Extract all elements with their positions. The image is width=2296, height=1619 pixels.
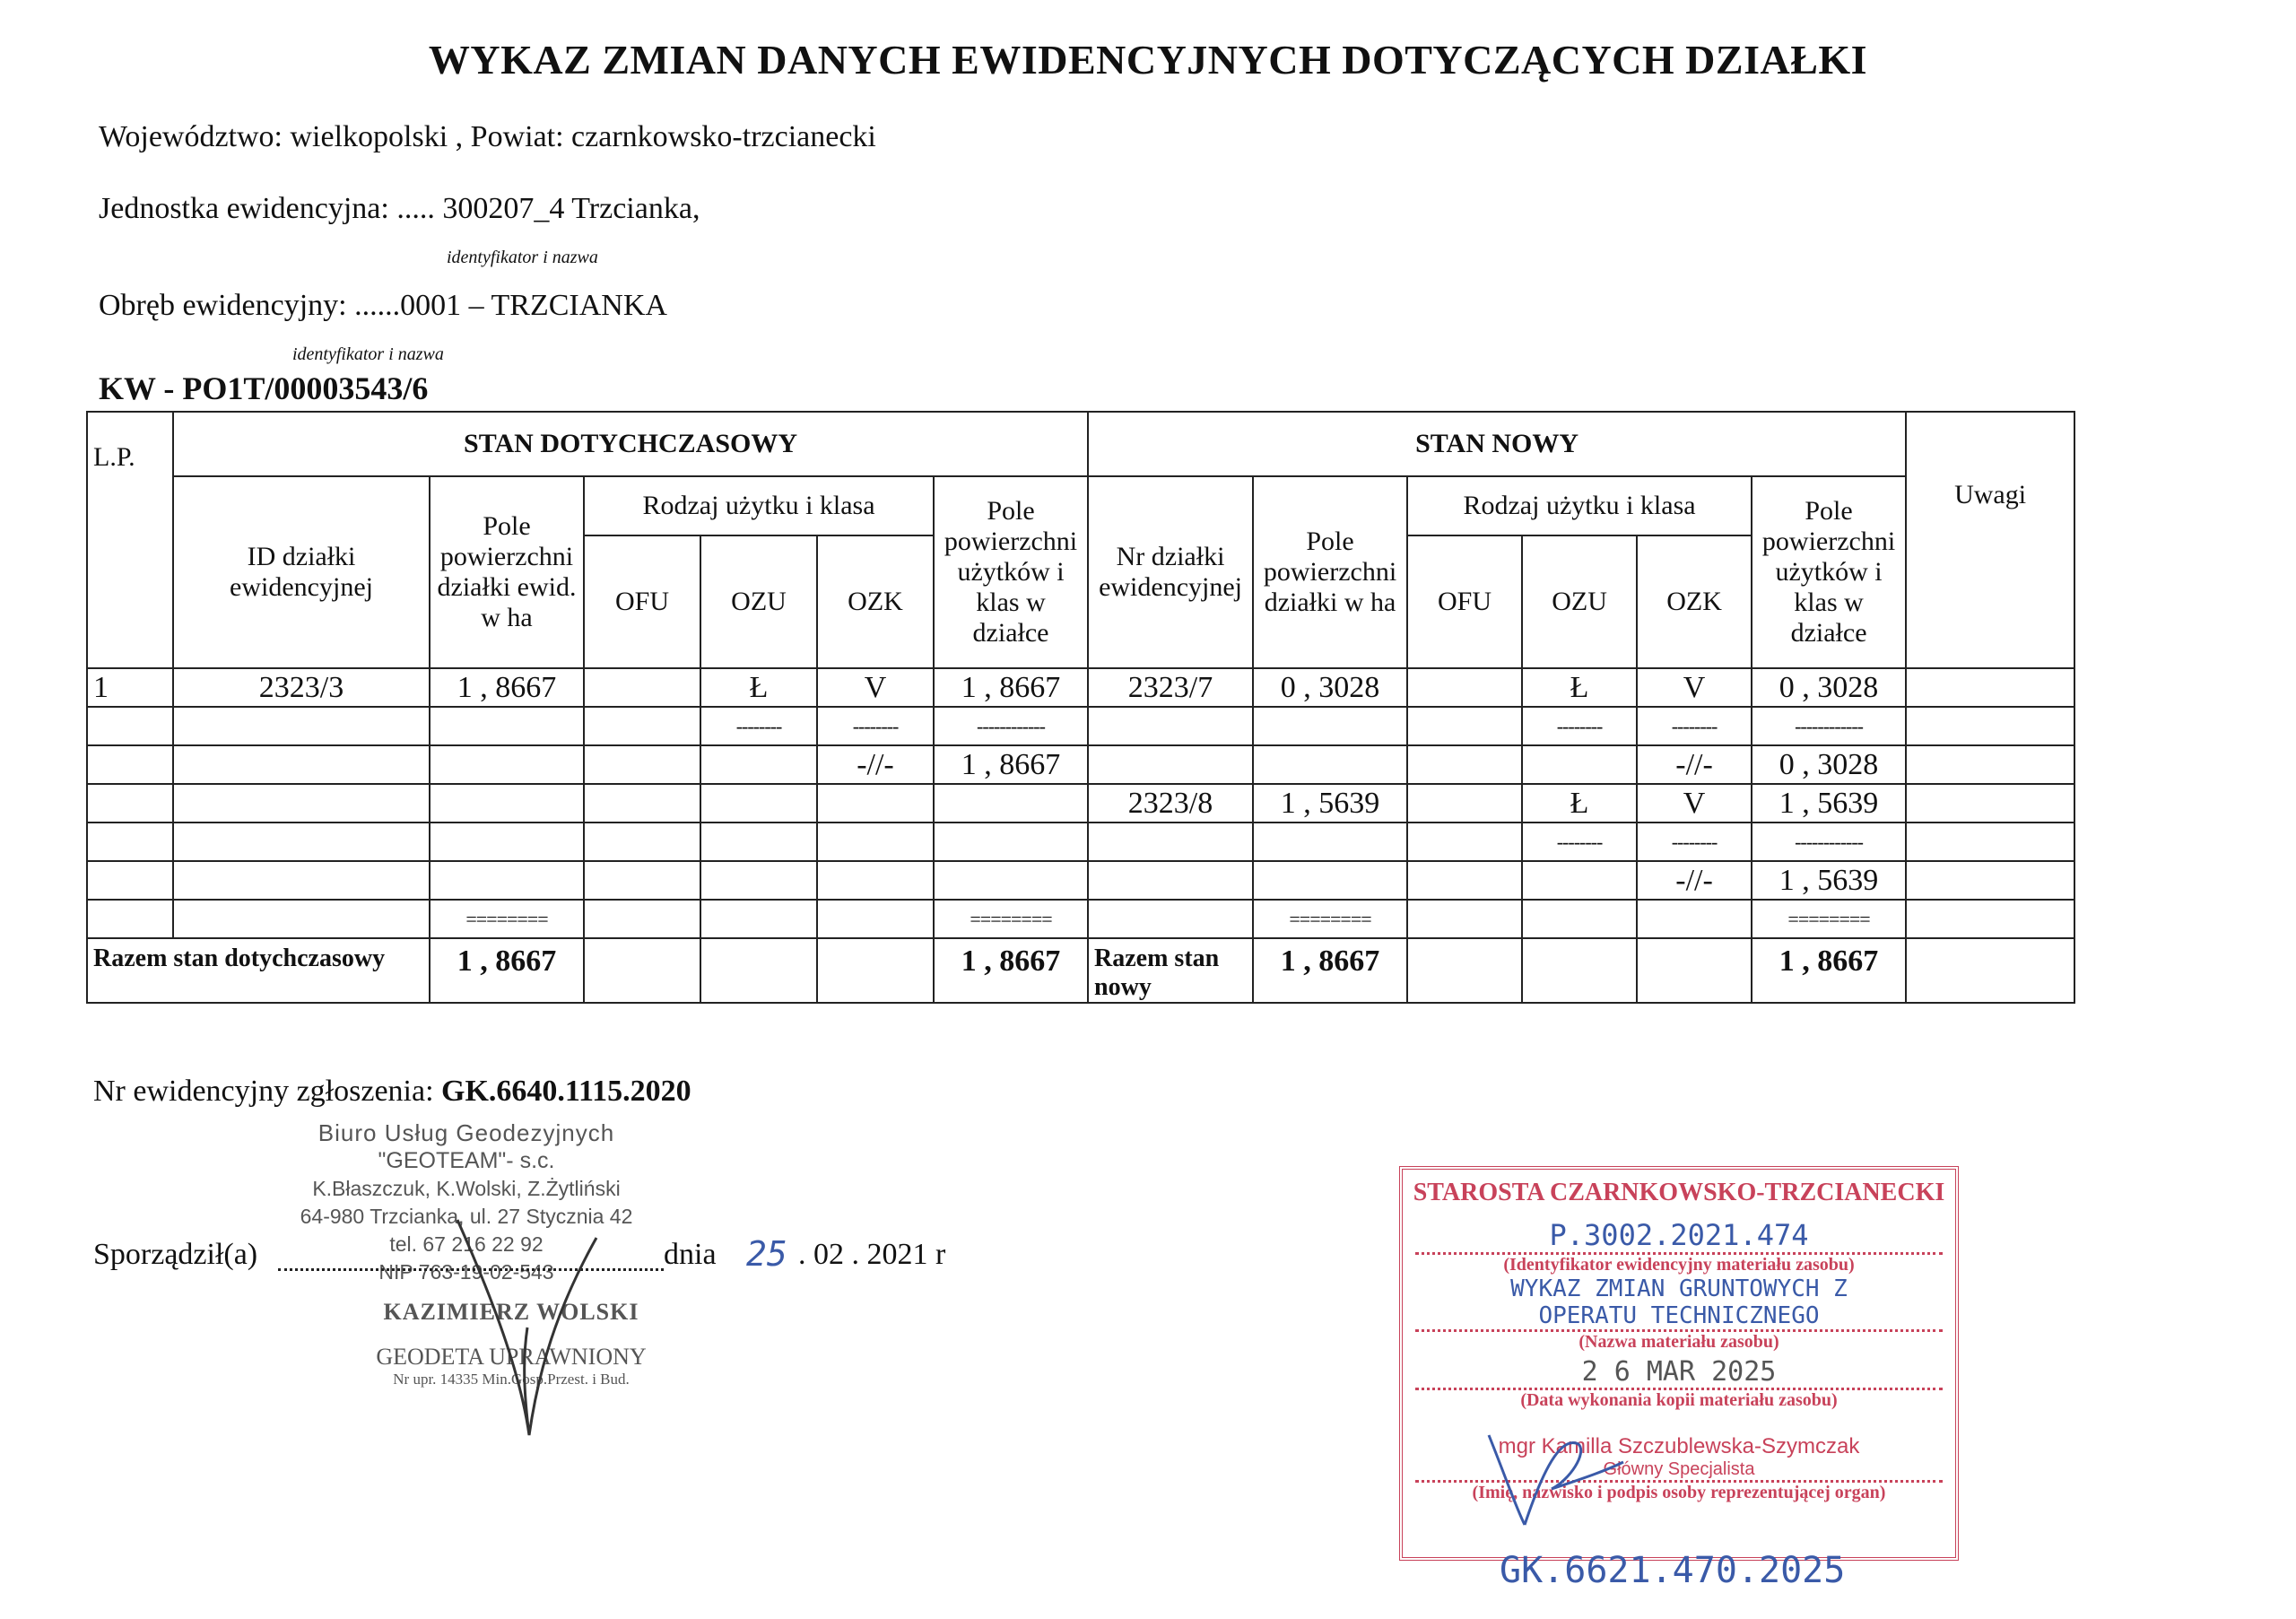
table-cell: V [1637,784,1752,823]
table-cell: -//- [1637,745,1752,784]
header-pole-dzialki-new: Pole powierzchni działki w ha [1253,476,1407,668]
table-cell: -------- [1522,707,1637,745]
table-cell [1906,823,2074,861]
table-cell [1088,707,1253,745]
surveyor-title: GEODETA UPRAWNIONY [376,1344,647,1370]
table-cell [1407,900,1522,938]
table-cell [87,707,173,745]
company-stamp-line2: "GEOTEAM"- s.c. [378,1148,555,1173]
date-rest: . 02 . 2021 r [798,1238,946,1271]
table-cell [87,823,173,861]
wojewodztwo-powiat: Województwo: wielkopolski , Powiat: czarnkowsko-trzcianecki [99,120,876,153]
table-cell: ======== [934,900,1088,938]
table-cell [584,900,700,938]
table-cell: ------------ [934,707,1088,745]
header-lp-spacer [87,476,173,668]
header-stan-nowy: STAN NOWY [1088,412,1906,476]
table-cell [1253,707,1407,745]
jednostka-hint: identyfikator i nazwa [447,248,598,267]
table-cell: 0 , 3028 [1253,668,1407,707]
table-row [87,900,2074,938]
nr-zgloszenia-value: GK.6640.1115.2020 [441,1075,691,1108]
table-cell [1088,900,1253,938]
table-cell [1906,745,2074,784]
company-stamp-line5: tel. 67 216 22 92 [389,1232,544,1256]
razem-old-ofu [584,938,700,1003]
table-cell [584,861,700,900]
official-stamp-person-role: Główny Specjalista [1603,1459,1755,1479]
table-cell: 0 , 3028 [1752,745,1906,784]
razem-old-uzytki: 1 , 8667 [934,938,1088,1003]
table-cell [584,745,700,784]
table-cell [1407,745,1522,784]
razem-new-ofu [1407,938,1522,1003]
table-row [87,707,2074,745]
table-cell [700,745,817,784]
table-cell [430,707,584,745]
dnia-label: dnia [664,1238,717,1271]
table-cell [1253,823,1407,861]
razem-new-ozk [1637,938,1752,1003]
table-cell [173,900,430,938]
table-row [87,668,2074,707]
table-cell [700,900,817,938]
official-stamp-id-caption: (Identyfikator ewidencyjny materiału zasobu) [1503,1255,1855,1275]
header-pole-uzytkow-new: Pole powierzchni użytków i klas w działce [1752,476,1906,668]
table-cell: 1 , 5639 [1752,861,1906,900]
table-cell: 2323/7 [1088,668,1253,707]
table-cell [430,784,584,823]
table-cell [817,861,934,900]
table-cell: ======== [1253,900,1407,938]
table-cell [173,861,430,900]
table-cell [87,900,173,938]
table-cell: 1 , 5639 [1253,784,1407,823]
official-stamp-header: STAROSTA CZARNKOWSKO-TRZCIANECKI [1413,1179,1945,1206]
header-nr-dzialki: Nr działki ewidencyjnej [1088,476,1253,668]
table-row [87,823,2074,861]
table-cell: -------- [817,707,934,745]
header-stan-dotychczasowy: STAN DOTYCHCZASOWY [173,412,1088,476]
header-id-dzialki: ID działki ewidencyjnej [173,476,430,668]
company-stamp-line6: NIP 763-19-02-543 [378,1260,554,1284]
header-ozk-new: OZK [1637,535,1752,668]
table-cell [1407,784,1522,823]
header-ozk-old: OZK [817,535,934,668]
surveyor-name: KAZIMIERZ WOLSKI [383,1299,639,1325]
table-cell: 1 , 8667 [934,668,1088,707]
table-cell [1522,745,1637,784]
table-cell [87,784,173,823]
table-cell [173,745,430,784]
table-cell: 2323/3 [173,668,430,707]
surveyor-license: Nr upr. 14335 Min.Gosp.Przest. i Bud. [393,1371,630,1388]
table-cell [1253,745,1407,784]
official-stamp-name-1: WYKAZ ZMIAN GRUNTOWYCH Z [1510,1275,1848,1302]
table-cell: Ł [700,668,817,707]
table-cell [430,861,584,900]
company-stamp-line1: Biuro Usług Geodezyjnych [317,1119,615,1146]
table-cell [584,823,700,861]
table-cell: ------------ [1752,707,1906,745]
table-cell: 1 [87,668,173,707]
bottom-handwritten-number: GK.6621.470.2025 [1500,1550,1846,1591]
table-cell: ------------ [1752,823,1906,861]
table-cell [173,707,430,745]
header-ofu-old: OFU [584,535,700,668]
header-rodzaj-new: Rodzaj użytku i klasa [1407,476,1752,535]
table-cell [1407,823,1522,861]
header-ofu-new: OFU [1407,535,1522,668]
official-signature [1471,1417,1632,1534]
table-cell [934,823,1088,861]
table-cell: -------- [1637,823,1752,861]
razem-new-label: Razem stan nowy [1088,938,1253,1003]
table-cell: 2323/8 [1088,784,1253,823]
official-stamp-person: mgr Kamilla Szczublewska-Szymczak [1498,1434,1860,1458]
razem-uwagi [1906,938,2074,1003]
table-cell: -//- [817,745,934,784]
table-cell [817,900,934,938]
header-pole-uzytkow-old: Pole powierzchni użytków i klas w działce [934,476,1088,668]
sporzadzil-label: Sporządził(a) [93,1238,258,1271]
table-cell [173,784,430,823]
table-cell [700,784,817,823]
obreb-ewidencyjny: Obręb ewidencyjny: ......0001 – TRZCIANKA [99,289,667,322]
jednostka-ewidencyjna: Jednostka ewidencyjna: ..... 300207_4 Trzcianka, [99,192,700,225]
table-cell: -------- [700,707,817,745]
table-cell: Ł [1522,784,1637,823]
table-cell [1906,784,2074,823]
table-cell: 1 , 8667 [430,668,584,707]
table-cell [1088,745,1253,784]
table-cell [430,745,584,784]
company-stamp-line4: 64-980 Trzcianka, ul. 27 Stycznia 42 [300,1205,633,1228]
table-cell [87,745,173,784]
table-cell [1088,861,1253,900]
table-cell [934,784,1088,823]
changes-table [86,411,2075,1004]
razem-old-pole: 1 , 8667 [430,938,584,1003]
table-cell: V [817,668,934,707]
table-cell [1407,707,1522,745]
razem-old-ozu [700,938,817,1003]
header-ozu-old: OZU [700,535,817,668]
razem-old-label: Razem stan dotychczasowy [87,938,430,1003]
official-stamp-id: P.3002.2021.474 [1549,1218,1809,1252]
table-cell [173,823,430,861]
official-stamp-date-caption: (Data wykonania kopii materiału zasobu) [1520,1390,1838,1410]
table-row [87,861,2074,900]
table-cell: 1 , 8667 [934,745,1088,784]
table-cell: -------- [1637,707,1752,745]
razem-new-uzytki: 1 , 8667 [1752,938,1906,1003]
table-cell: ======== [1752,900,1906,938]
company-stamp-line3: K.Błaszczuk, K.Wolski, Z.Żytliński [312,1177,621,1200]
table-cell [700,861,817,900]
table-cell [430,823,584,861]
table-cell [817,823,934,861]
table-cell [1637,900,1752,938]
header-ozu-new: OZU [1522,535,1637,668]
razem-new-pole: 1 , 8667 [1253,938,1407,1003]
official-stamp-name-2: OPERATU TECHNICZNEGO [1538,1302,1820,1329]
header-rodzaj-old: Rodzaj użytku i klasa [584,476,934,535]
table-cell: 1 , 5639 [1752,784,1906,823]
table-cell: -------- [1522,823,1637,861]
table-cell [1906,668,2074,707]
nr-zgloszenia-label: Nr ewidencyjny zgłoszenia: [93,1075,442,1108]
table-row [87,784,2074,823]
surveyor-signature [439,1202,619,1453]
header-pole-dzialki-old: Pole powierzchni działki ewid. w ha [430,476,584,668]
table-cell: 0 , 3028 [1752,668,1906,707]
header-uwagi [1906,412,2074,668]
table-cell [1253,861,1407,900]
nr-zgloszenia [93,1075,691,1109]
table-cell [1906,861,2074,900]
table-cell [1522,900,1637,938]
table-cell [1088,823,1253,861]
table-cell [1407,668,1522,707]
official-stamp-person-caption: (Imię, nazwisko i podpis osoby reprezentującej organ) [1472,1483,1886,1502]
table-cell: ======== [430,900,584,938]
table-cell [584,668,700,707]
uwagi-label: Uwagi [1954,480,2027,509]
header-lp: L.P. [87,412,173,476]
table-cell [584,707,700,745]
date-day: 25 [746,1234,787,1274]
table-cell [1522,861,1637,900]
table-cell [700,823,817,861]
table-cell [934,861,1088,900]
table-cell [1407,861,1522,900]
razem-new-ozu [1522,938,1637,1003]
document-title: WYKAZ ZMIAN DANYCH EWIDENCYJNYCH DOTYCZĄCYCH DZIAŁKI [428,37,1868,83]
razem-old-ozk [817,938,934,1003]
table-cell: V [1637,668,1752,707]
official-stamp-date: 2 6 MAR 2025 [1581,1356,1777,1388]
table-cell: Ł [1522,668,1637,707]
table-cell: -//- [1637,861,1752,900]
table-cell [1906,707,2074,745]
table-cell [1906,900,2074,938]
official-stamp-name-caption: (Nazwa materiału zasobu) [1578,1332,1779,1352]
table-cell [817,784,934,823]
obreb-hint: identyfikator i nazwa [292,344,444,364]
kw-number: KW - PO1T/00003543/6 [99,370,429,406]
table-row [87,745,2074,784]
table-cell [87,861,173,900]
table-cell [584,784,700,823]
